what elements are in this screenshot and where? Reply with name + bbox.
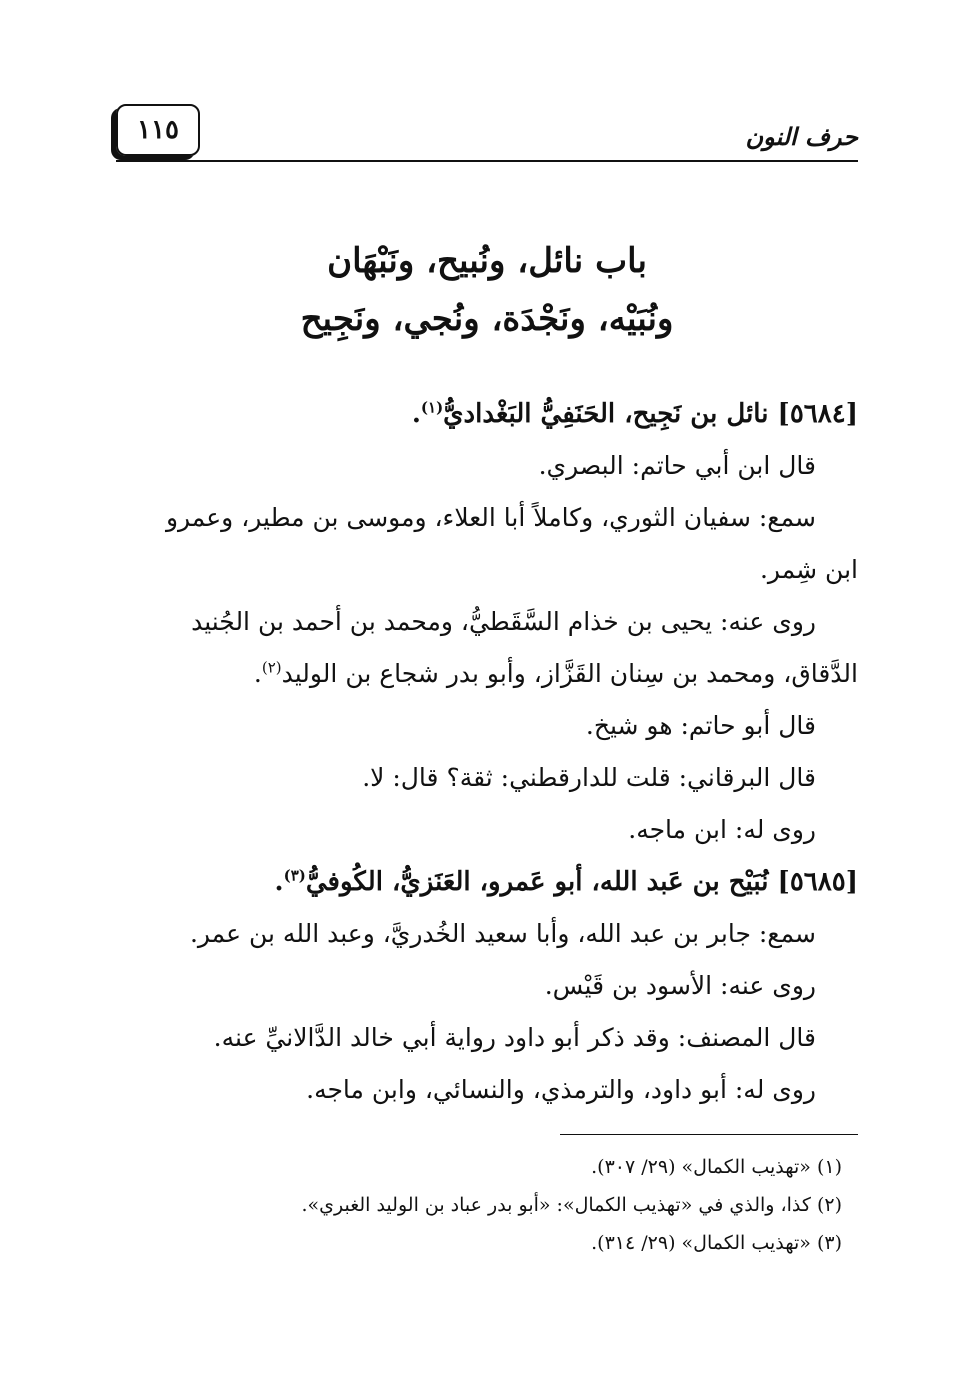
footnote-2: (٢) كذا، والذي في «تهذيب الكمال»: «أبو بدر عباد بن الوليد الغبري».: [301, 1194, 842, 1216]
entry-heading-5684: [٥٦٨٤] نائل بن نَجِيح، الحَنَفِيُّ البَغْداديُّ$^{(١)}$.: [411, 398, 858, 429]
text-line: قال البرقاني: قلت للدارقطني: ثقة؟ قال: لا.: [362, 763, 816, 792]
text-line: روى عنه: يحيى بن خذام السَّقَطيُّ، ومحمد بن أحمد بن الجُنيد: [191, 607, 816, 636]
footnote-3: (٣) «تهذيب الكمال» (٢٩/ ٣١٤).: [591, 1232, 842, 1254]
entry-heading-text: [٥٦٨٥] نُبَيْح بن عَبد الله، أبو عَمرو، العَنَزيُّ، الكُوفيُّ: [305, 867, 858, 897]
footnote-ref-2: (٢): [261, 658, 282, 677]
text-line: قال ابن أبي حاتم: البصري.: [538, 451, 816, 480]
footnote-ref-3: (٣): [283, 866, 306, 885]
text-line: روى له: أبو داود، والترمذي، والنسائي، وابن ماجه.: [306, 1075, 816, 1104]
text-line: الدَّقاق، ومحمد بن سِنان القَزَّاز، وأبو بدر شجاع بن الوليد$^{(٢)}$.: [253, 658, 858, 688]
text-line: قال المصنف: وقد ذكر أبو داود رواية أبي خالد الدَّالانيِّ عنه.: [213, 1023, 816, 1052]
body-text: [112, 388, 858, 1116]
text-line: سمع: سفيان الثوري، وكاملاً أبا العلاء، وموسى بن مطير، وعمرو: [165, 503, 816, 532]
footnote-1: (١) «تهذيب الكمال» (٢٩/ ٣٠٧).: [591, 1156, 842, 1178]
text-line: روى عنه: الأسود بن قَيْس.: [544, 971, 816, 1000]
page-number: ١١٥: [116, 104, 200, 156]
header-rule: [116, 160, 858, 162]
entry-heading-5685: [٥٦٨٥] نُبَيْح بن عَبد الله، أبو عَمرو، العَنَزيُّ، الكُوفيُّ$^{(٣)}$.: [274, 866, 858, 897]
text-line-content: الدَّقاق، ومحمد بن سِنان القَزَّاز، وأبو بدر شجاع بن الوليد: [281, 659, 858, 688]
footnote-ref-1: (١): [420, 398, 444, 417]
running-head: حرف النون: [745, 122, 858, 151]
entry-heading-text: [٥٦٨٤] نائل بن نَجِيح، الحَنَفِيُّ البَغْداديُّ: [443, 399, 858, 429]
chapter-title-line-1: باب نائل، ونُبيح، ونَبْهَان: [327, 241, 647, 281]
chapter-title: [116, 232, 858, 348]
text-line: روى له: ابن ماجه.: [628, 815, 816, 844]
chapter-title-line-2: ونُبَيْه، ونَجْدَة، ونُجي، ونَجِيح: [300, 299, 674, 339]
text-line: ابن شِمر.: [759, 555, 858, 584]
footnote-separator: [560, 1134, 858, 1135]
text-line: قال أبو حاتم: هو شيخ.: [585, 711, 816, 740]
footnotes: [112, 1148, 842, 1262]
text-line: سمع: جابر بن عبد الله، وأبا سعيد الخُدريَّ، وعبد الله بن عمر.: [189, 919, 816, 948]
